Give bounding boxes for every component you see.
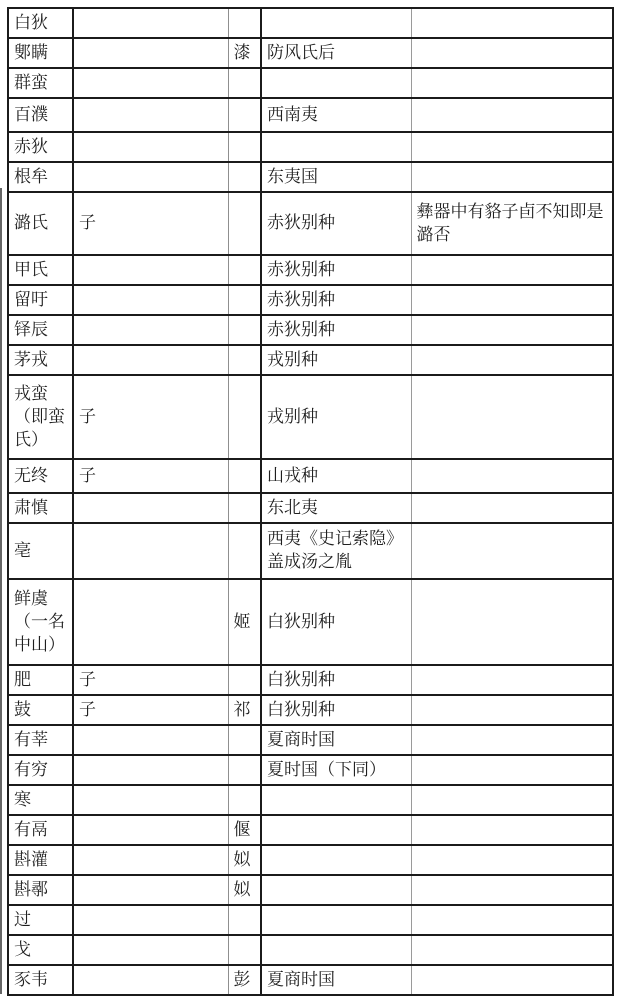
table-cell [73, 38, 228, 68]
table-row [8, 815, 613, 845]
table-cell [228, 785, 261, 815]
table-cell: 铎辰 [8, 315, 73, 345]
table-cell [228, 132, 261, 162]
table-row [8, 38, 613, 68]
table-row [8, 935, 613, 965]
table-cell [73, 162, 228, 192]
table-cell: 赤狄别种 [261, 192, 411, 255]
table-cell [261, 875, 411, 905]
table-cell [411, 132, 613, 162]
table-cell: 西南夷 [261, 98, 411, 132]
table-cell [411, 785, 613, 815]
table-cell [261, 845, 411, 875]
table-cell [411, 875, 613, 905]
table-cell [228, 459, 261, 493]
table-cell [228, 68, 261, 98]
table-cell: 潞氏 [8, 192, 73, 255]
table-cell: 群蛮 [8, 68, 73, 98]
table-cell: 留吁 [8, 285, 73, 315]
table-cell [73, 725, 228, 755]
table-cell: 彝器中有貉子卣不知即是潞否 [411, 192, 613, 255]
table-cell: 赤狄别种 [261, 255, 411, 285]
table-cell [411, 345, 613, 375]
table-cell [411, 935, 613, 965]
table-cell: 偃 [228, 815, 261, 845]
table-row [8, 755, 613, 785]
table-cell: 子 [73, 459, 228, 493]
table-cell [73, 815, 228, 845]
table-cell [411, 905, 613, 935]
table-row [8, 905, 613, 935]
table-cell [73, 493, 228, 523]
table-cell [228, 935, 261, 965]
table-cell [411, 845, 613, 875]
table-row [8, 345, 613, 375]
table-cell [228, 345, 261, 375]
table-cell [73, 315, 228, 345]
table-cell [411, 755, 613, 785]
table-cell: 赤狄 [8, 132, 73, 162]
table-cell: 白狄 [8, 8, 73, 38]
table-cell: 戎蛮（即蛮氏） [8, 375, 73, 459]
table-row [8, 579, 613, 665]
table-cell: 东北夷 [261, 493, 411, 523]
table-row [8, 192, 613, 255]
table-cell [411, 162, 613, 192]
table-cell [73, 523, 228, 579]
table-row [8, 375, 613, 459]
table-cell [228, 905, 261, 935]
table-cell: 夏商时国 [261, 965, 411, 995]
table-cell [411, 315, 613, 345]
table-cell [411, 493, 613, 523]
table-cell: 根牟 [8, 162, 73, 192]
table-row [8, 523, 613, 579]
table-row [8, 965, 613, 995]
table-cell [228, 8, 261, 38]
table-cell: 寒 [8, 785, 73, 815]
table-cell [73, 285, 228, 315]
table-cell [73, 68, 228, 98]
table-cell: 戎别种 [261, 345, 411, 375]
table-cell [261, 935, 411, 965]
table-cell [411, 459, 613, 493]
table-cell: 姬 [228, 579, 261, 665]
table-cell: 斟灌 [8, 845, 73, 875]
table-cell: 过 [8, 905, 73, 935]
table-cell [228, 98, 261, 132]
table-cell [261, 905, 411, 935]
table-cell: 山戎种 [261, 459, 411, 493]
table-cell [411, 695, 613, 725]
table-cell: 鼓 [8, 695, 73, 725]
table-cell [73, 255, 228, 285]
table-cell [411, 255, 613, 285]
table-row [8, 285, 613, 315]
table-cell [228, 755, 261, 785]
table-cell [411, 815, 613, 845]
table-cell [411, 725, 613, 755]
table-cell: 漆 [228, 38, 261, 68]
table-cell: 茅戎 [8, 345, 73, 375]
table-row [8, 162, 613, 192]
table-cell: 肃慎 [8, 493, 73, 523]
table-cell [228, 523, 261, 579]
table-cell [73, 875, 228, 905]
table-cell: 有莘 [8, 725, 73, 755]
table-cell: 戎别种 [261, 375, 411, 459]
table-cell [73, 845, 228, 875]
table-row [8, 875, 613, 905]
table-cell [411, 98, 613, 132]
table-cell [228, 192, 261, 255]
table-cell [228, 315, 261, 345]
table-cell [73, 579, 228, 665]
table-cell [228, 725, 261, 755]
table-cell [411, 665, 613, 695]
table-cell: 赤狄别种 [261, 285, 411, 315]
table-row [8, 132, 613, 162]
table-cell: 防风氏后 [261, 38, 411, 68]
table-cell: 祁 [228, 695, 261, 725]
page-edge-artifact [0, 188, 2, 994]
table-cell [73, 345, 228, 375]
table-row [8, 695, 613, 725]
table-cell: 东夷国 [261, 162, 411, 192]
table-row [8, 785, 613, 815]
table-cell [411, 38, 613, 68]
table-cell: 子 [73, 192, 228, 255]
table-cell [228, 493, 261, 523]
table-cell: 白狄别种 [261, 579, 411, 665]
table-cell [228, 375, 261, 459]
lineage-table [7, 7, 614, 996]
table-row [8, 315, 613, 345]
table-row [8, 845, 613, 875]
table-cell [228, 285, 261, 315]
table-cell: 豕韦 [8, 965, 73, 995]
table-row [8, 255, 613, 285]
table-cell [411, 285, 613, 315]
table-cell [73, 935, 228, 965]
table-cell [261, 132, 411, 162]
table-cell: 子 [73, 695, 228, 725]
table-cell [73, 755, 228, 785]
table-cell: 肥 [8, 665, 73, 695]
table-cell: 白狄别种 [261, 695, 411, 725]
table-row [8, 459, 613, 493]
table-row [8, 68, 613, 98]
table-cell: 有鬲 [8, 815, 73, 845]
table-row [8, 8, 613, 38]
table-cell [261, 68, 411, 98]
table-cell [261, 8, 411, 38]
table-cell: 西夷《史记索隐》盖成汤之胤 [261, 523, 411, 579]
table-cell [228, 162, 261, 192]
table-cell [261, 815, 411, 845]
table-cell [228, 255, 261, 285]
table-cell [73, 965, 228, 995]
table-cell: 夏商时国 [261, 725, 411, 755]
table-row [8, 665, 613, 695]
table-cell [73, 785, 228, 815]
table-cell [411, 579, 613, 665]
table-cell: 戈 [8, 935, 73, 965]
table-cell: 有穷 [8, 755, 73, 785]
table-cell: 子 [73, 375, 228, 459]
table-cell: 赤狄别种 [261, 315, 411, 345]
table-cell [73, 132, 228, 162]
table-cell: 彭 [228, 965, 261, 995]
table-cell: 无终 [8, 459, 73, 493]
table-cell [73, 8, 228, 38]
table-cell [411, 68, 613, 98]
table-cell [411, 375, 613, 459]
table-cell: 斟鄩 [8, 875, 73, 905]
table-cell: 亳 [8, 523, 73, 579]
table-cell: 子 [73, 665, 228, 695]
table-cell [411, 965, 613, 995]
table-cell: 夏时国（下同） [261, 755, 411, 785]
table-cell [73, 98, 228, 132]
table-body [8, 8, 613, 995]
table-cell [411, 523, 613, 579]
table-cell [228, 665, 261, 695]
table-cell: 姒 [228, 875, 261, 905]
table-cell: 鄋瞒 [8, 38, 73, 68]
table-cell: 鲜虞（一名中山） [8, 579, 73, 665]
table-cell [261, 785, 411, 815]
table-row [8, 493, 613, 523]
table-cell: 姒 [228, 845, 261, 875]
table-row [8, 725, 613, 755]
table-cell [411, 8, 613, 38]
table-cell: 百濮 [8, 98, 73, 132]
table-cell [73, 905, 228, 935]
table-cell: 白狄别种 [261, 665, 411, 695]
table-container [7, 7, 614, 996]
table-row [8, 98, 613, 132]
table-cell: 甲氏 [8, 255, 73, 285]
